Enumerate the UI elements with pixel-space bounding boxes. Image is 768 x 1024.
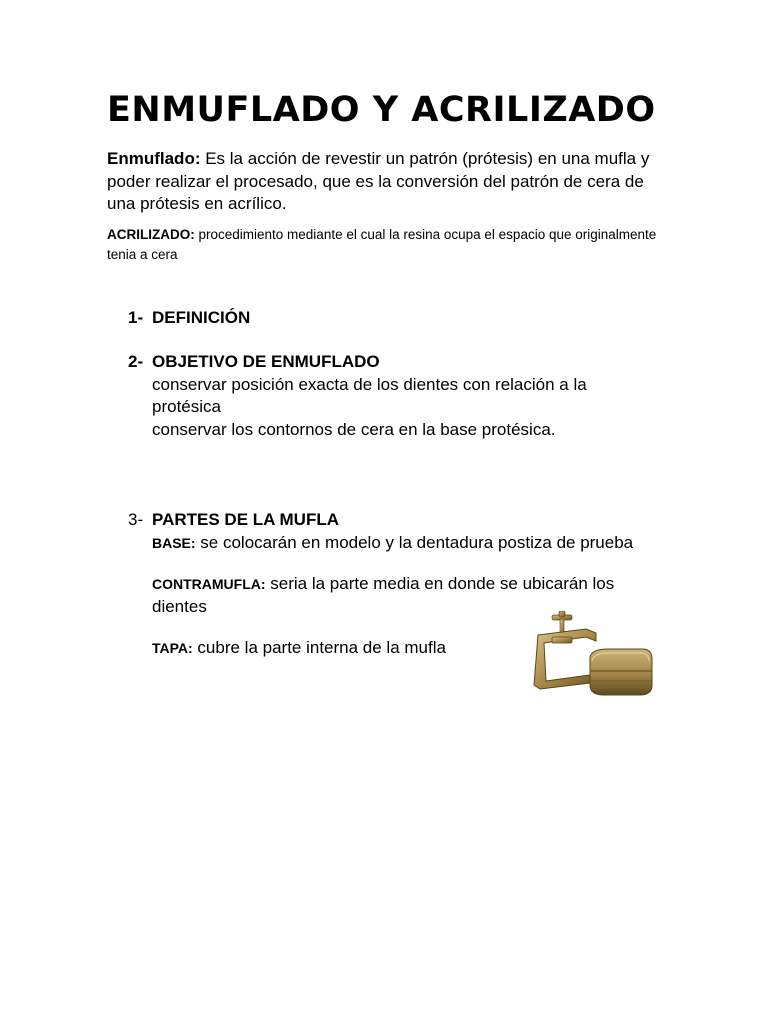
acrilizado-text: procedimiento mediante el cual la resina ocupa el espacio que originalmente tenia a cera: [107, 227, 657, 262]
list-heading: DEFINICIÓN: [152, 308, 251, 327]
mufla-press-image: [524, 611, 654, 699]
acrilizado-label: ACRILIZADO:: [107, 227, 195, 242]
list-item-objetivo: [128, 351, 668, 441]
part-base: [152, 532, 668, 555]
list-heading: OBJETIVO DE ENMUFLADO: [152, 352, 380, 371]
objetivo-line: conservar los contornos de cera en la base protésica.: [152, 419, 556, 439]
list-heading: PARTES DE LA MUFLA: [152, 510, 339, 529]
part-text: se colocarán en modelo y la dentadura postiza de prueba: [195, 532, 634, 552]
objetivo-line: conservar posición exacta de los dientes con relación a la protésica: [152, 374, 587, 416]
part-label: CONTRAMUFLA:: [152, 576, 266, 592]
part-text: seria la parte media en donde se ubicarán los dientes: [152, 574, 615, 616]
acrilizado-definition: [107, 225, 667, 265]
list-number: 3-: [128, 510, 144, 529]
part-label: TAPA:: [152, 640, 193, 656]
list-number: 1-: [128, 308, 144, 327]
enmuflado-label: Enmuflado:: [107, 149, 201, 168]
list-number: 2-: [128, 352, 144, 371]
page-title: ENMUFLADO Y ACRILIZADO: [107, 90, 656, 130]
part-label: BASE:: [152, 534, 196, 551]
part-text: cubre la parte interna de la mufla: [192, 638, 446, 657]
list-item-definicion: [128, 307, 668, 330]
enmuflado-text: Es la acción de revestir un patrón (prótesis) en una mufla y poder realizar el procesado, que es la conversión del patrón de cera de una prótesis en acrílico.: [107, 149, 650, 213]
enmuflado-definition: [107, 148, 667, 216]
